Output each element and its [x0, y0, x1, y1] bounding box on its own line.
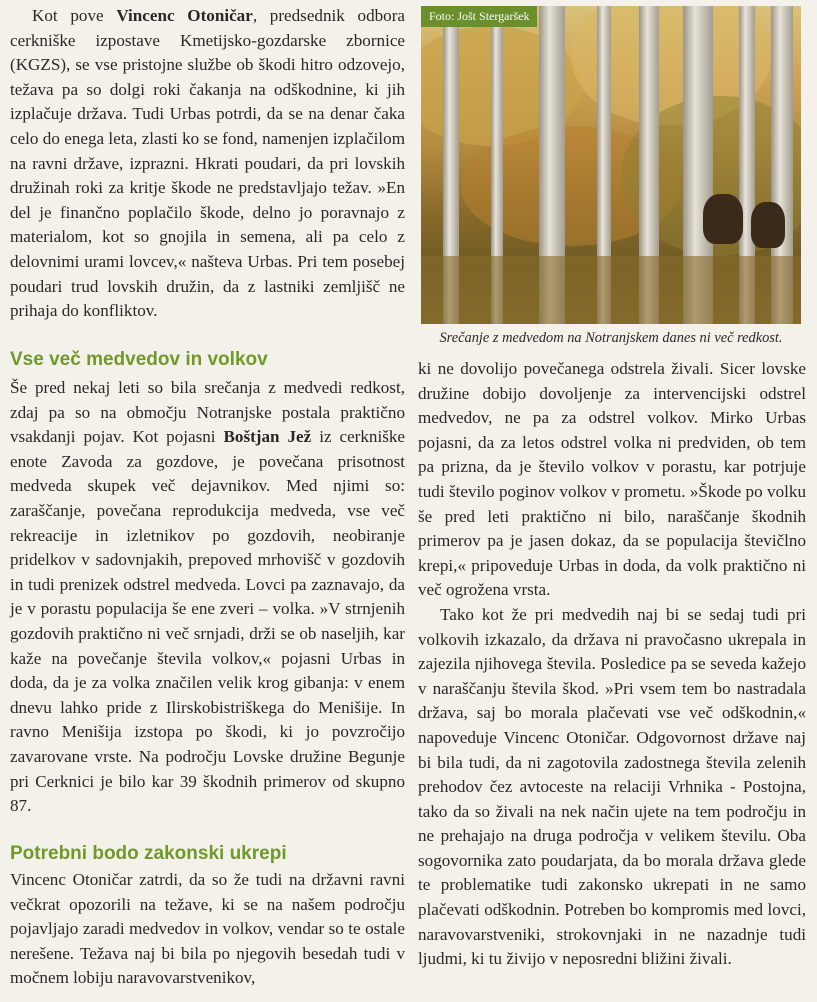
section1-text-a: Še pred nekaj leti so bila srečanja z medvedi redkost, zdaj pa so na območju Notranjske postala praktično vsakdanji pojav. Kot pojasni	[10, 378, 405, 447]
intro-text-rest: , predsednik odbora cerkniške izpostave Kmetijsko-gozdarske zbornice (KGZS), se vse pristojne službe ob škodi hitro odzovejo, težava pa so dolgi roki čakanja na odškodnine, ki jih izplačuje država. Tudi Urbas potrdi, da se na denar čaka celo do enega leta, zlasti ko se fond, namenjen izplačilom na ravni države, izprazni. Hkrati poudari, da pri lovskih družinah roki za kritje škode ne predstavljajo težav. »En del je finančno poplačilo škode, delno jo poravnajo z materialom, kot so gnojila in semena, ali pa celo z delovnimi urami lovcev,« našteva Urbas. Pri tem posebej poudari trud lovskih družin, da z lastniki zemljišč ne prihaja do konfliktov.	[10, 6, 406, 321]
intro-name: Vincenc Otoničar	[116, 6, 253, 25]
right-column	[418, 357, 806, 972]
right-paragraph-2-text: Tako kot že pri medvedih naj bi se sedaj tudi pri volkovih izkazalo, da država ni pravočasno ukrepala in zajezila njihovega števila. Posledice pa se seveda kažejo v naraščanju števila škod. »Pri vsem tem bo nastradala država, saj bo morala plačevati vse več odškodnin,« napoveduje Vincenc Otoničar. Odgovornost države naj bi bila tudi, da ni zagotovila zadostnega števila zelenih prehodov čez avtoceste na relaciji Vrhnika - Postojna, tako da so živali na nek način ujete na tem področju in ne prehajajo na druga področja v velikem številu. Oba sogovornika zato poudarjata, da bo morala država glede te problematike tudi zakonsko ukrepati in ne samo plačevati odškodnin. Potreben bo kompromis med lovci, naravovarstveniki, strokovnjaki in ne nazadnje tudi ljudmi, ki tu živijo v neposredni bližini živali.	[418, 604, 806, 969]
photo-caption: Srečanje z medvedom na Notranjskem danes ni več redkost.	[439, 330, 783, 346]
section1	[10, 348, 405, 819]
section1-text-b: iz cerkniške enote Zavoda za gozdove, je povečana prisotnost medveda skupek več dejavnikov. Med njimi so: zaraščanje, povečana reprodukcija medveda, vse več rekreacije in izletnikov po gozdovih, neobiranje pridelkov v sadovnjakih, prepoved mrhovišč v gozdovih in tudi prenizek odstrel medveda. Lovci pa zaznavajo, da je v porastu populacija še ene zveri – volka. »V strnjenih gozdovih praktično ni več srnjadi, drži se ob naseljih, kar kaže na povečanje števila volkov,« pojasni Urbas in doda, da je za volka značilen velik krog gibanja: v enem dnevu lahko pride z Ilirskobistriškega do Menišije. In ravno Menišija izstopa po škodi, ki jo povzročijo zavarovane vrste. Na področju Lovske družine Begunje pri Cerknici je bilo kar 39 škodnih primerov od skupno 87.	[10, 427, 405, 816]
section1-paragraph	[10, 376, 405, 819]
section1-name: Boštjan Jež	[223, 427, 312, 447]
section2	[10, 842, 405, 991]
right-paragraph-2	[418, 603, 806, 972]
intro-column	[10, 4, 405, 324]
bear-right	[751, 202, 785, 248]
section1-heading: Vse več medvedov in volkov	[10, 349, 268, 370]
right-paragraph-1: ki ne dovolijo povečanega odstrela živali. Sicer lovske družine dobijo dovoljenje za intervencijski odstrel medvedov, ne pa za odstrel volkov. Mirko Urbas pojasni, da za letos odstrel volka ni predviden, ob tem pa prizna, da je število volkov v porastu, kar potrjuje tudi število poginov volkov v prometu. »Škode po volku še pred leti praktično ni bilo, naraščanje škodnih primerov pa je jasen dokaz, da se populacija števičlno krepi,« pripoveduje Urbas in doda, da volk praktično ni več ogrožena vrsta.	[418, 359, 806, 600]
intro-paragraph	[10, 4, 405, 324]
section2-heading: Potrebni bodo zakonski ukrepi	[10, 843, 287, 864]
section2-paragraph: Vincenc Otoničar zatrdi, da so že tudi na državni ravni večkrat opozorili na težave, ki se na našem področju pojavljajo zaradi medvedov in volkov, vendar so te ostale nerešene. Težava naj bi bila po njegovih besedah tudi v močnem lobiju naravovarstvenikov,	[10, 870, 405, 988]
intro-text-a: Kot pove	[32, 6, 117, 25]
photo-credit: Foto: Jošt Stergaršek	[421, 6, 537, 27]
bear-left	[703, 194, 743, 244]
forest-bears-photo	[421, 6, 801, 324]
